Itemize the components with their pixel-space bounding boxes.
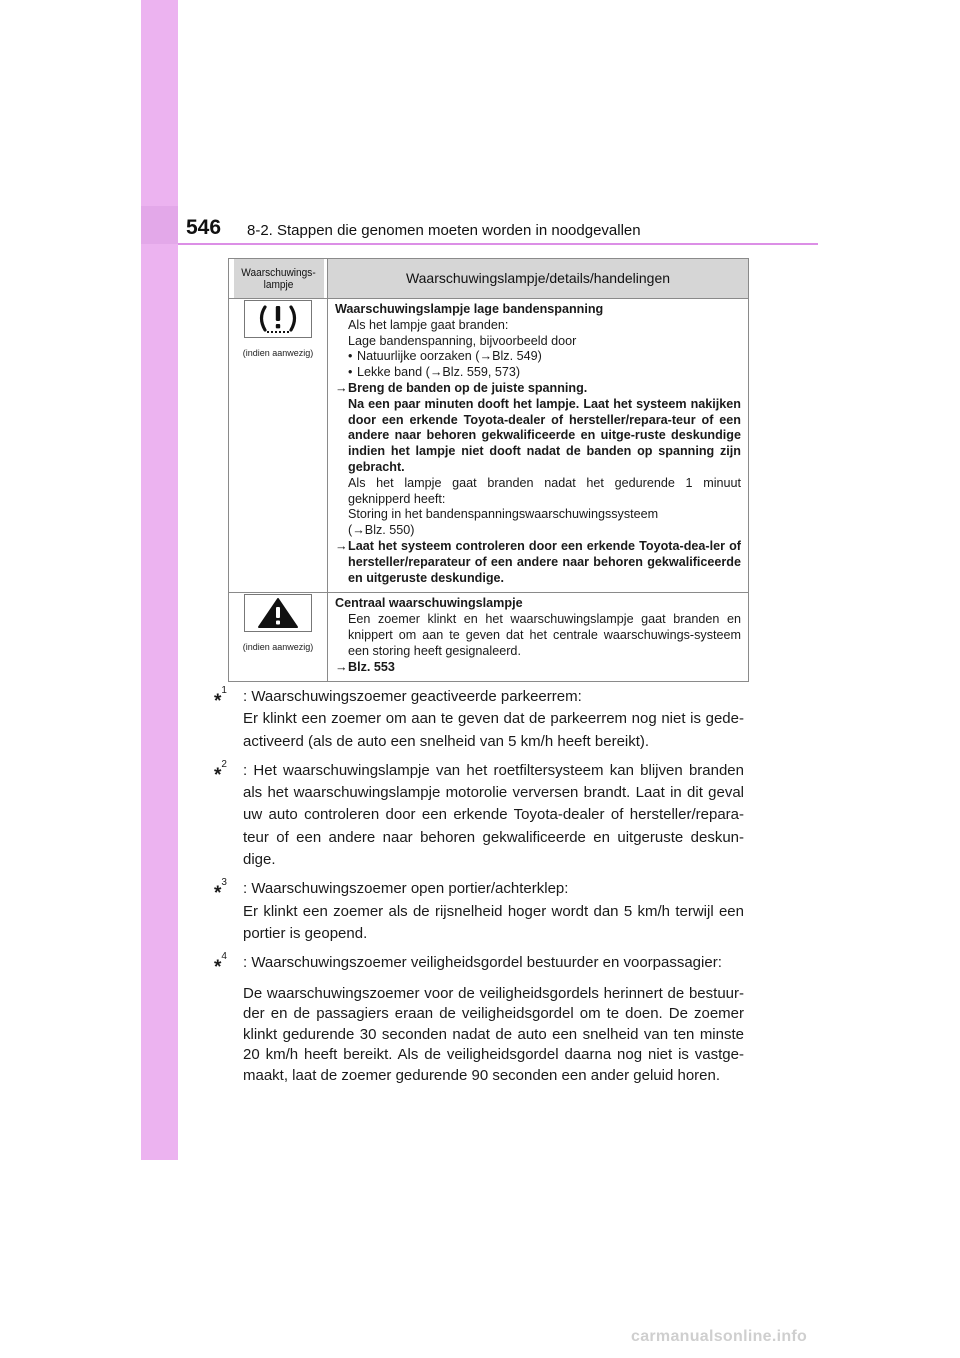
- info-cell: [328, 593, 749, 682]
- footnote-body: Er klinkt een zoemer om aan te geven dat de parkeerrem nog niet is gede-activeerd (als de auto een snelheid van 5 km/h heeft bereikt).: [243, 710, 744, 750]
- chapter-title: 8-2. Stappen die genomen moeten worden in noodgevallen: [247, 222, 641, 239]
- action-text-cont: Na een paar minuten dooft het lampje. Laat het systeem nakijken door een erkende Toyota-dealer of hersteller/repara-teur of een andere naar behoren gekwalificeerde en uitge-ruste deskundige indien het lampje niet dooft nadat de banden op spanning zijn gebracht.: [348, 396, 741, 474]
- header-rule: [178, 243, 818, 245]
- lamp-note: (indien aanwezig): [242, 642, 314, 653]
- footnote: [214, 686, 744, 753]
- footnote-number: 1: [221, 685, 227, 696]
- cause-text: Lage bandenspanning, bijvoorbeeld door: [348, 333, 577, 348]
- asterisk-icon: *: [214, 883, 222, 905]
- footnote-number: 4: [221, 951, 227, 963]
- action-text: [335, 660, 741, 676]
- footnote-body: Er klinkt een zoemer als de rijsnelheid hoger wordt dan 5 km/h terwijl een portier is geopend.: [243, 902, 744, 942]
- column-header-lamp-text: Waarschuwings- lampje: [240, 266, 316, 291]
- table-row: [229, 593, 749, 682]
- action-text-main: Laat het systeem controleren door een erkende Toyota-dea-ler of hersteller/reparateur of een andere naar behoren gekwalificeerde en uitgeruste deskundige.: [348, 538, 741, 585]
- arrow-icon: →: [335, 659, 348, 674]
- footnote-title: : Waarschuwingszoemer veiligheidsgordel bestuurder en voorpassagier:: [243, 954, 722, 972]
- table-row: [229, 299, 749, 593]
- column-header-lamp: [232, 259, 323, 299]
- action-text: [335, 539, 741, 586]
- footnote-title: : Het waarschuwingslampje van het roetfiltersysteem kan blijven branden als het waarschuwingslampje motorolie verversen brandt. Laat in dit geval uw auto controleren door een erkende Toyota-dealer of hersteller/repara-teur of een andere naar behoren gekwalificeerde en uitgeruste deskun-dige.: [243, 761, 744, 869]
- footnote-mark: [214, 878, 227, 904]
- footnote-title: : Waarschuwingszoemer open portier/achterklep:: [243, 880, 569, 898]
- row-title: Centraal waarschuwingslampje: [335, 596, 523, 611]
- asterisk-icon: *: [214, 691, 222, 712]
- footnote: [214, 760, 744, 871]
- action-text: [335, 381, 741, 476]
- page-reference: (→Blz. 550): [348, 523, 415, 538]
- action-text-main: Blz. 553: [348, 659, 395, 674]
- bullet-icon: •: [348, 365, 353, 380]
- footnote-mark: [214, 686, 227, 712]
- description-text: Een zoemer klinkt en het waarschuwingslampje gaat branden en knippert om aan te geven dat het centrale waarschuwings-systeem een storing heeft gesignaleerd.: [348, 612, 741, 658]
- column-header-info: Waarschuwingslampje/details/handelingen: [328, 259, 749, 299]
- footnote-mark: [214, 952, 227, 978]
- condition-text: Als het lampje gaat branden:: [348, 317, 509, 332]
- side-color-strip: [141, 0, 178, 1160]
- list-item: [335, 365, 741, 381]
- row-title: Waarschuwingslampje lage bandenspanning: [335, 302, 604, 316]
- bullet-icon: •: [348, 349, 353, 364]
- watermark-text: carmanualsonline.info: [631, 1328, 808, 1345]
- fault-text: Storing in het bandenspanningswaarschuwingssysteem: [348, 507, 659, 522]
- footnote-title: : Waarschuwingszoemer geactiveerde parkeerrem:: [243, 688, 582, 705]
- arrow-icon: →: [335, 538, 348, 553]
- asterisk-icon: *: [214, 764, 222, 786]
- lamp-cell: [229, 299, 328, 593]
- footnote-mark: [214, 760, 227, 786]
- condition-text: Als het lampje gaat branden nadat het gedurende 1 minuut geknipperd heeft:: [348, 475, 741, 506]
- footnotes: [214, 686, 744, 1093]
- footnote: [214, 952, 744, 1086]
- tire-pressure-warning-icon: [244, 300, 312, 338]
- lamp-note: (indien aanwezig): [242, 347, 314, 358]
- list-item-text: Lekke band (→Blz. 559, 573): [357, 365, 521, 380]
- arrow-icon: →: [335, 380, 348, 395]
- page-number: 546: [186, 216, 222, 239]
- footnote-body: De waarschuwingszoemer voor de veiligheidsgordels herinnert de bestuur-der en de passagiers eraan de veiligheidsgordel om te doen. De zoemer klinkt gedurende 30 seconden nadat de auto een snelheid van ten minste 20 km/h heeft bereikt. Als de veiligheidsgordel daarna nog niet is vastge-maakt, laat de zoemer gedurende 90 seconden een ander geluid horen.: [243, 984, 744, 1084]
- lamp-cell: [229, 593, 328, 682]
- list-item-text: Natuurlijke oorzaken (→Blz. 549): [357, 349, 542, 364]
- master-warning-triangle-icon: [244, 594, 312, 632]
- table-header-row: [229, 259, 749, 299]
- asterisk-icon: *: [214, 957, 222, 979]
- action-text-main: Breng de banden op de juiste spanning.: [348, 380, 588, 395]
- warning-lamp-table: [228, 258, 749, 682]
- footnote: [214, 878, 744, 945]
- info-cell: [328, 299, 749, 593]
- footnote-number: 3: [221, 877, 227, 889]
- header-band: [141, 206, 178, 244]
- footnote-number: 2: [221, 758, 227, 770]
- list-item: [335, 349, 741, 365]
